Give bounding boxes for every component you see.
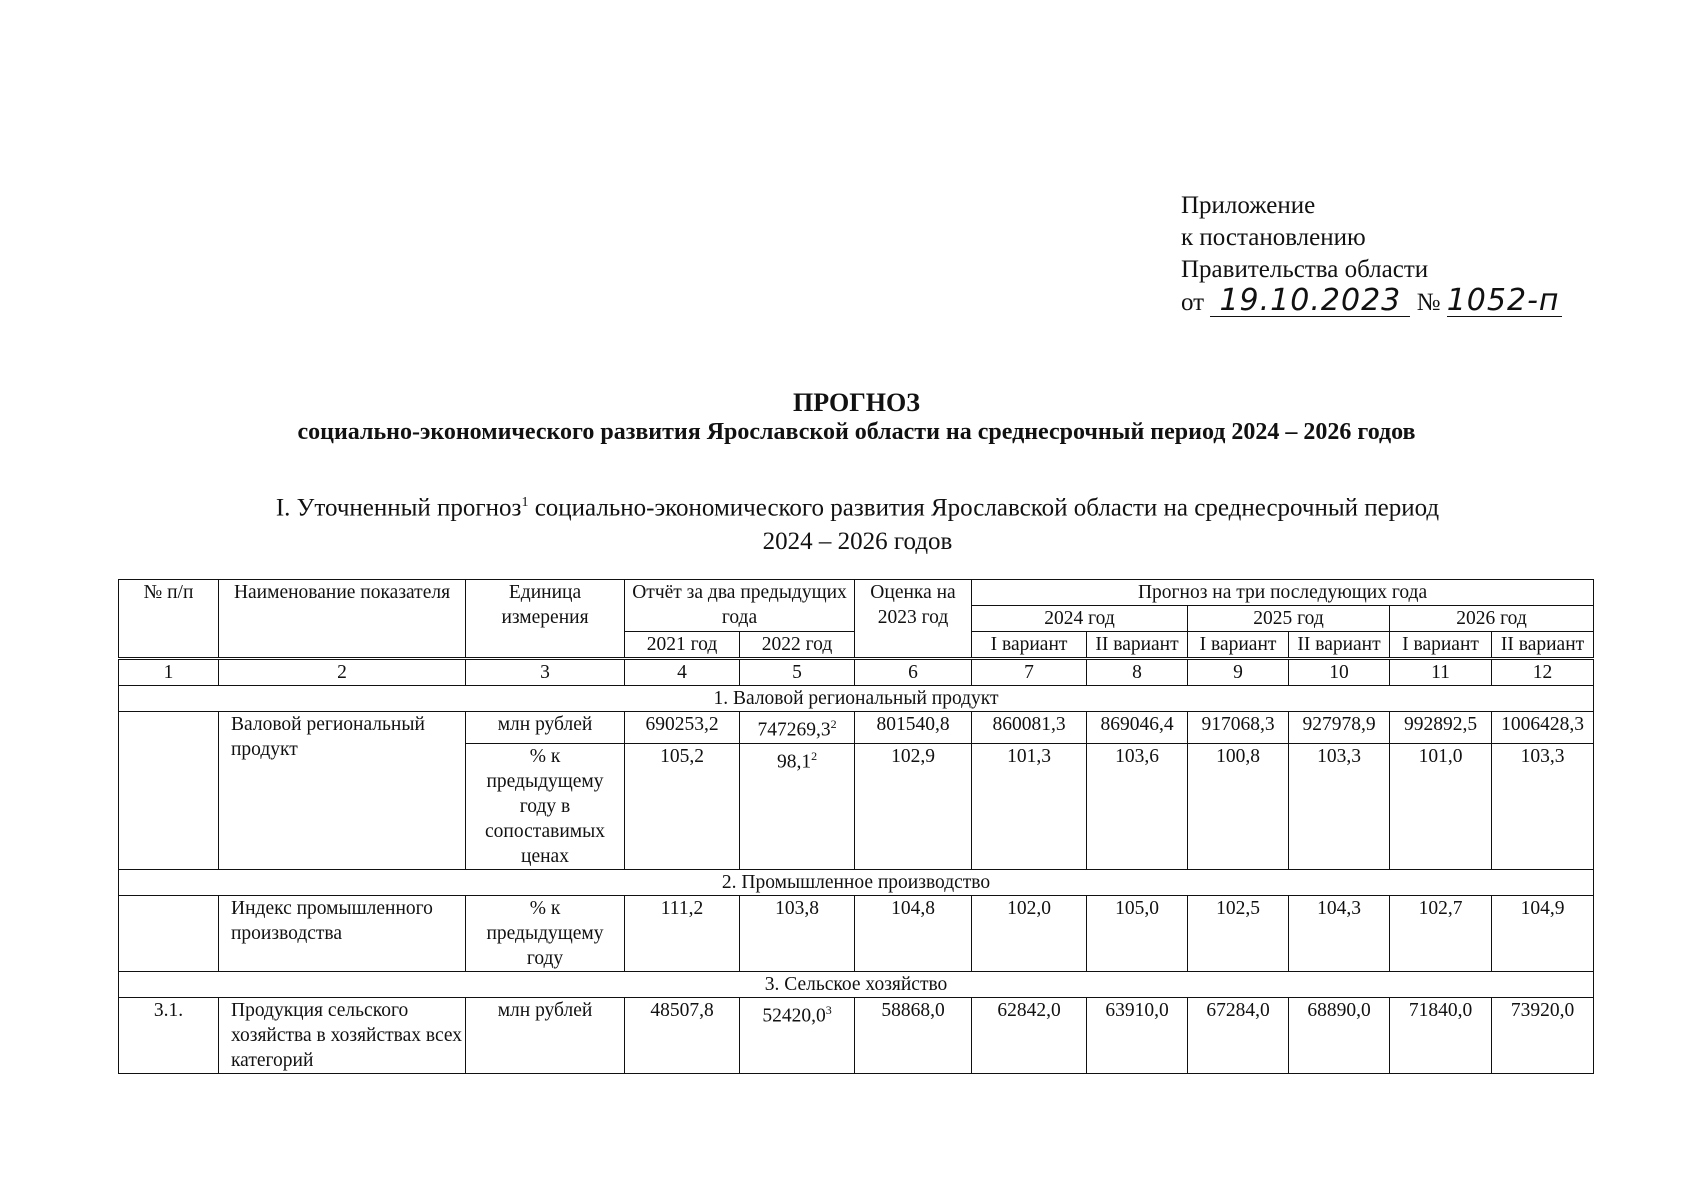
value-text: 747269,3 (757, 719, 831, 741)
unit-cell: млн рублей (466, 712, 625, 744)
section-row-grp (119, 686, 1594, 712)
value-cell: 58868,0 (855, 997, 972, 1073)
date-prefix: от (1181, 289, 1205, 316)
col-number: 8 (1087, 659, 1188, 686)
value-cell: 927978,9 (1289, 712, 1390, 744)
unit-cell: % к предыдущему году (466, 895, 625, 971)
value-cell: 1006428,3 (1492, 712, 1594, 744)
header-name: Наименование показателя (219, 580, 466, 659)
value-cell-with-footnote (740, 712, 855, 744)
value-cell: 67284,0 (1188, 997, 1289, 1073)
value-cell: 104,9 (1492, 895, 1594, 971)
col-number: 6 (855, 659, 972, 686)
value-cell: 101,3 (972, 743, 1087, 869)
col-number: 7 (972, 659, 1087, 686)
section-heading-text: I. Уточненный прогноз (275, 494, 522, 522)
header-2021: 2021 год (625, 632, 740, 659)
col-number: 1 (119, 659, 219, 686)
value-cell: 100,8 (1188, 743, 1289, 869)
document-title: ПРОГНОЗ (793, 388, 920, 417)
col-number: 4 (625, 659, 740, 686)
header-2025: 2025 год (1188, 606, 1390, 632)
header-unit: Единица измерения (466, 580, 625, 659)
section-heading-line-2: 2024 – 2026 годов (762, 528, 953, 556)
value-text: 98,1 (776, 751, 812, 772)
value-cell: 101,0 (1390, 743, 1492, 869)
value-cell: 102,9 (855, 743, 972, 869)
section-title-industry: 2. Промышленное производство (119, 869, 1594, 895)
indicator-name: Индекс промышленного производства (219, 895, 466, 971)
value-cell: 105,2 (625, 743, 740, 869)
value-cell: 992892,5 (1390, 712, 1492, 744)
indicator-name: Валовой региональный продукт (219, 712, 466, 870)
header-row-1 (119, 580, 1594, 606)
value-cell: 63910,0 (1087, 997, 1188, 1073)
section-title-agriculture: 3. Сельское хозяйство (119, 971, 1594, 997)
header-2024: 2024 год (972, 606, 1188, 632)
header-num: № п/п (119, 580, 219, 659)
appendix-block (1181, 190, 1562, 319)
col-number: 5 (740, 659, 855, 686)
appendix-line-2: к постановлению (1181, 224, 1366, 251)
header-2025-v1: I вариант (1188, 632, 1289, 659)
col-number: 11 (1390, 659, 1492, 686)
value-cell: 690253,2 (625, 712, 740, 744)
value-cell: 102,5 (1188, 895, 1289, 971)
value-cell: 71840,0 (1390, 997, 1492, 1073)
value-cell: 869046,4 (1087, 712, 1188, 744)
header-2025-v2: II вариант (1289, 632, 1390, 659)
header-2026: 2026 год (1390, 606, 1594, 632)
table-row (119, 997, 1594, 1073)
value-cell: 62842,0 (972, 997, 1087, 1073)
col-number: 12 (1492, 659, 1594, 686)
footnote-ref: 2 (830, 717, 837, 731)
value-cell: 73920,0 (1492, 997, 1594, 1073)
appendix-line-3: Правительства области (1181, 256, 1429, 283)
value-text: 52420,0 (762, 1005, 826, 1026)
header-2026-v2: II вариант (1492, 632, 1594, 659)
footnote-ref: 3 (825, 1002, 832, 1017)
row-num: 3.1. (119, 997, 219, 1073)
table-row (119, 712, 1594, 744)
handwritten-number: 1052-п (1447, 286, 1562, 317)
value-cell: 102,7 (1390, 895, 1492, 971)
value-cell: 103,3 (1289, 743, 1390, 869)
section-title-grp: 1. Валовой региональный продукт (119, 686, 1594, 712)
value-cell: 105,0 (1087, 895, 1188, 971)
value-cell-with-footnote (740, 743, 855, 869)
header-report: Отчёт за два предыдущих года (625, 580, 855, 632)
unit-cell: % к предыдущему году в сопоставимых ценах (466, 743, 625, 869)
header-2022: 2022 год (740, 632, 855, 659)
forecast-table (118, 579, 1594, 1074)
column-number-row (119, 659, 1594, 686)
header-forecast: Прогноз на три последующих года (972, 580, 1594, 606)
section-heading-text-2: социально-экономического развития Ярославской области на среднесрочный период (528, 494, 1440, 522)
footnote-ref: 1 (521, 495, 529, 510)
handwritten-date: 19.10.2023 (1210, 286, 1410, 317)
col-number: 10 (1289, 659, 1390, 686)
row-num (119, 895, 219, 971)
section-row-industry (119, 869, 1594, 895)
section-heading (190, 486, 1525, 559)
value-cell: 860081,3 (972, 712, 1087, 744)
value-cell: 68890,0 (1289, 997, 1390, 1073)
value-cell: 103,6 (1087, 743, 1188, 869)
value-cell: 102,0 (972, 895, 1087, 971)
document-subtitle: социально-экономического развития Ярославской области на среднесрочный период 2024 – 2026 годов (297, 419, 1416, 445)
appendix-line-1: Приложение (1181, 192, 1316, 219)
col-number: 3 (466, 659, 625, 686)
value-cell-with-footnote (740, 997, 855, 1073)
header-2026-v1: I вариант (1390, 632, 1492, 659)
value-cell: 801540,8 (855, 712, 972, 744)
col-number: 2 (219, 659, 466, 686)
value-cell: 917068,3 (1188, 712, 1289, 744)
value-cell: 103,8 (740, 895, 855, 971)
indicator-name: Продукция сельского хозяйства в хозяйствах всех категорий (219, 997, 466, 1073)
footnote-ref: 2 (811, 748, 818, 763)
header-2024-v2: II вариант (1087, 632, 1188, 659)
col-number: 9 (1188, 659, 1289, 686)
unit-cell: млн рублей (466, 997, 625, 1073)
row-num (119, 712, 219, 870)
value-cell: 104,8 (855, 895, 972, 971)
section-row-agriculture (119, 971, 1594, 997)
number-prefix: № (1416, 289, 1441, 316)
header-2024-v1: I вариант (972, 632, 1087, 659)
table-row (119, 895, 1594, 971)
value-cell: 111,2 (625, 895, 740, 971)
header-estimate: Оценка на 2023 год (855, 580, 972, 659)
value-cell: 104,3 (1289, 895, 1390, 971)
value-cell: 103,3 (1492, 743, 1594, 869)
section-heading-line-1 (190, 486, 1525, 525)
value-cell: 48507,8 (625, 997, 740, 1073)
appendix-date-line (1181, 283, 1562, 319)
